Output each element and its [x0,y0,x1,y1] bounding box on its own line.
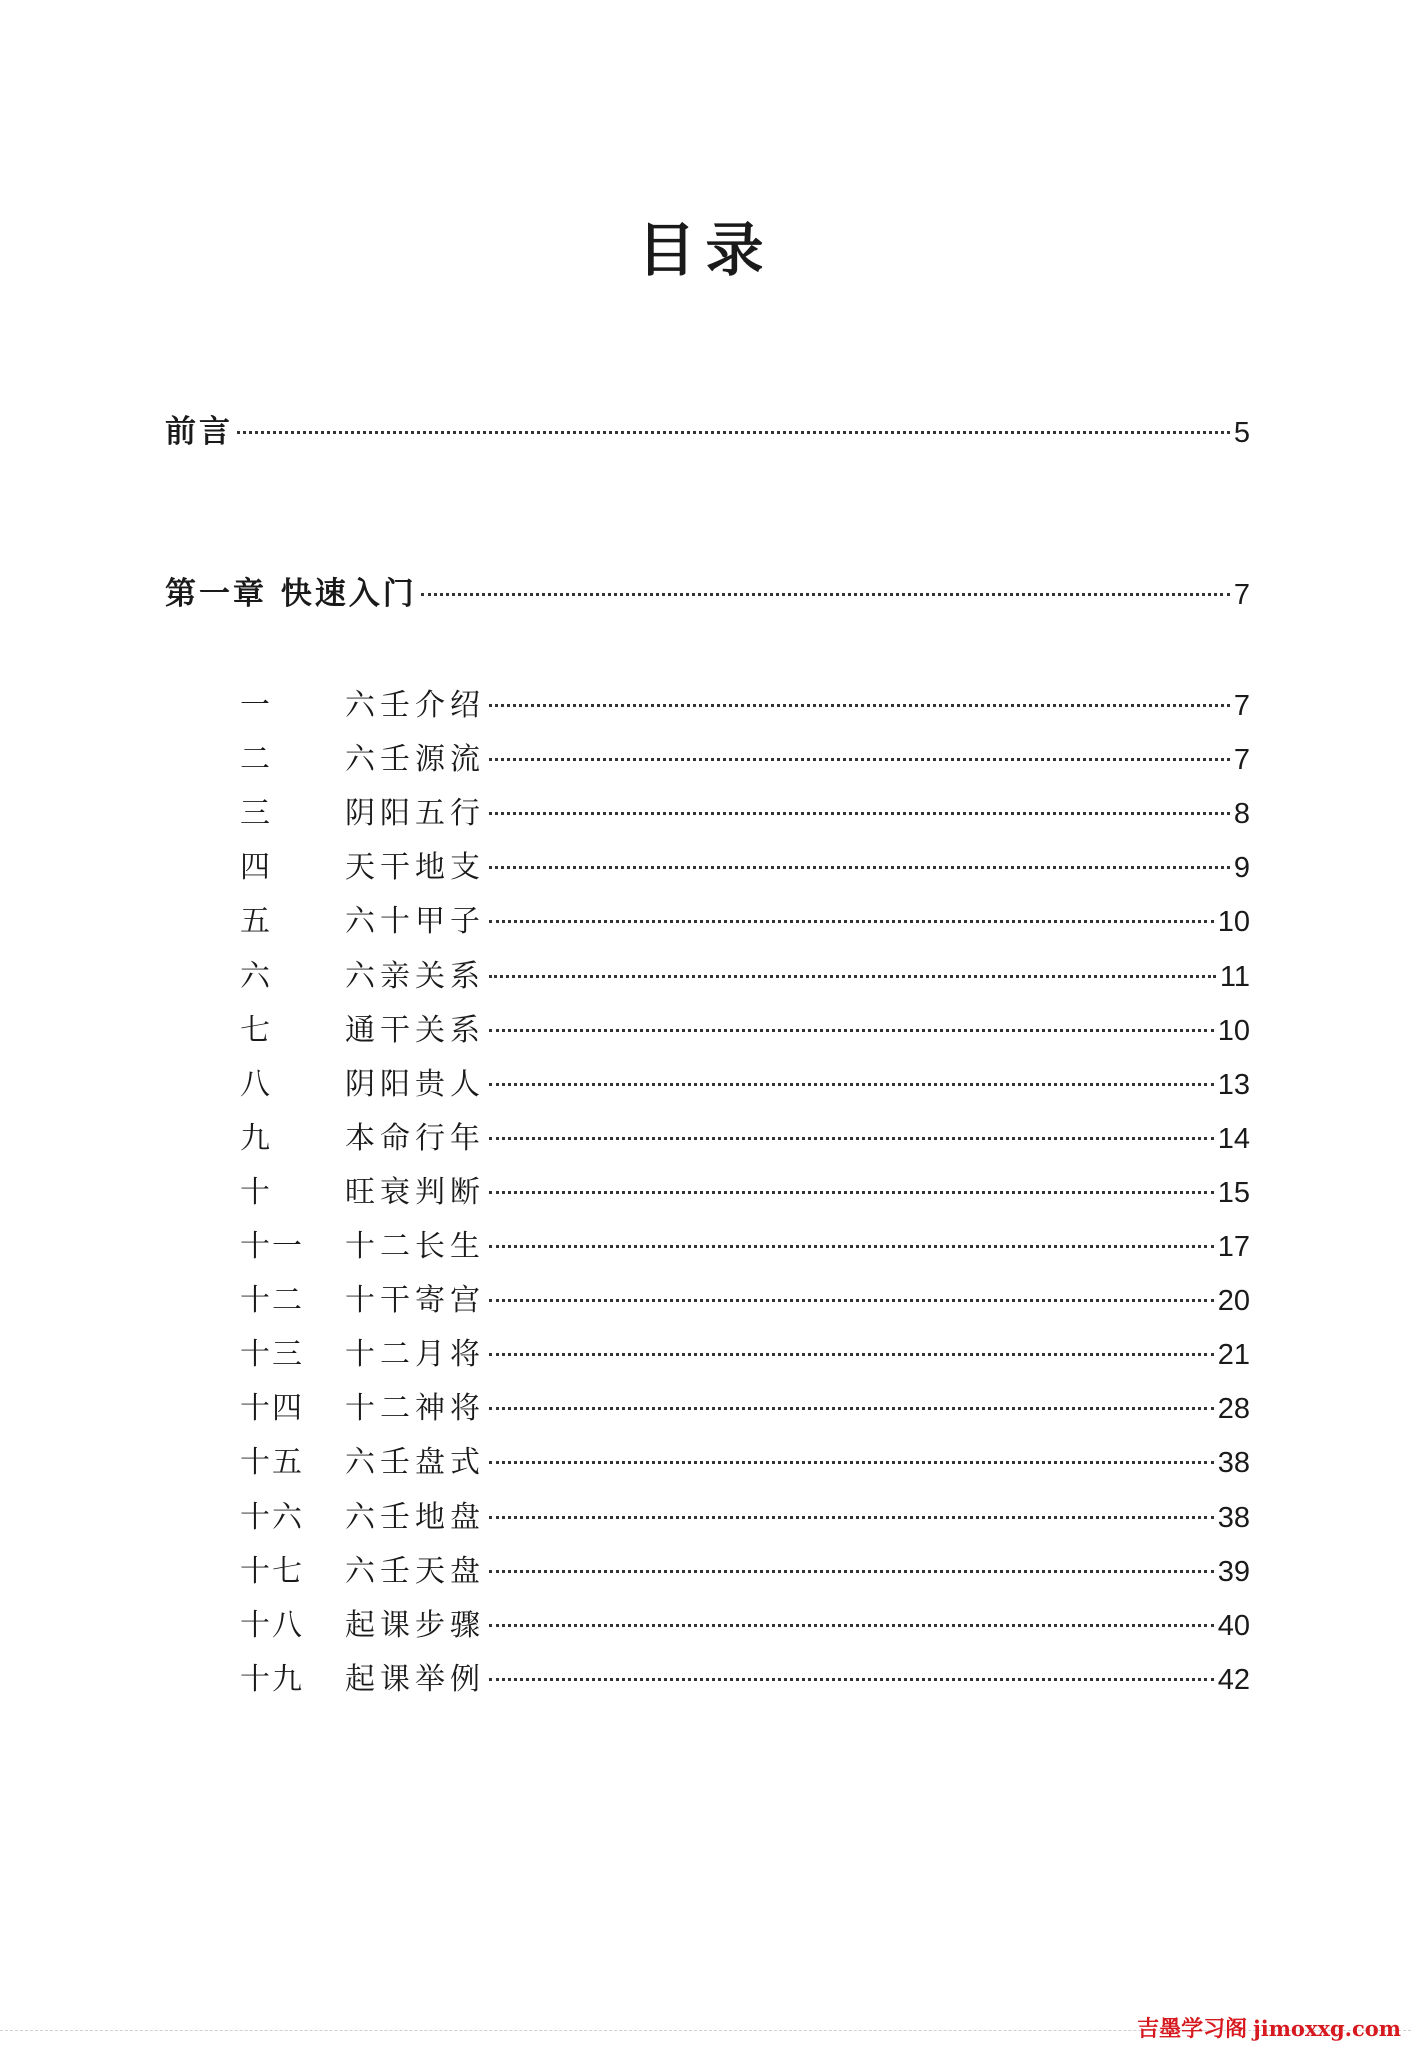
toc-entry-page: 20 [1217,1285,1250,1317]
toc-entry-number: 四 [240,850,272,885]
dot-leader [421,593,1230,596]
dot-leader [489,1083,1214,1086]
toc-entry-label: 阴阳五行 [345,796,485,831]
toc-entry-page: 7 [1233,690,1250,722]
dot-leader [489,1191,1214,1194]
dot-leader [489,975,1216,978]
toc-entry[interactable] [240,1443,1250,1483]
toc-entry-page: 28 [1217,1393,1250,1425]
toc-entry-label: 六壬源流 [345,742,485,777]
dot-leader [489,1353,1214,1356]
toc-entry-page: 11 [1219,961,1250,993]
toc-entry-page: 38 [1217,1447,1250,1479]
toc-entry-label: 六壬天盘 [345,1554,485,1589]
toc-entry-preface[interactable] [165,412,1250,452]
toc-entry-number: 十五 [240,1445,304,1480]
toc-entry[interactable] [240,1498,1250,1538]
dot-leader [489,1299,1214,1302]
toc-entry-page: 40 [1217,1610,1250,1642]
dot-leader [489,1624,1214,1627]
toc-entry[interactable] [240,1011,1250,1051]
toc-entry-number: 十九 [240,1662,304,1697]
toc-entry-number: 十一 [240,1229,304,1264]
watermark-url: jimoxxg.com [1253,2016,1401,2041]
toc-entry-number: 六 [240,959,272,994]
toc-entry-page: 10 [1217,906,1250,938]
toc-entry[interactable] [240,957,1250,997]
toc-entry-page: 14 [1217,1123,1250,1155]
toc-entry[interactable] [240,1389,1250,1429]
toc-entry-number: 十七 [240,1554,304,1589]
toc-entry-label: 六亲关系 [345,959,485,994]
dot-leader [489,1678,1214,1681]
dot-leader [489,866,1230,869]
toc-entry-number: 二 [240,742,272,777]
toc-entry-label: 通干关系 [345,1013,485,1048]
toc-entry-chapter-1[interactable] [165,574,1250,614]
toc-entry-page: 38 [1217,1502,1250,1534]
toc-entry-number: 十四 [240,1391,304,1426]
dot-leader [489,758,1230,761]
toc-entry-number: 三 [240,796,272,831]
dot-leader [489,1461,1214,1464]
toc-entry-number: 九 [240,1121,272,1156]
toc-entry-page: 13 [1217,1069,1250,1101]
toc-entry-label: 起课步骤 [345,1608,485,1643]
toc-entry[interactable] [240,794,1250,834]
watermark-name: 吉墨学习阁 [1137,2017,1248,2042]
dot-leader [489,1570,1214,1573]
dot-leader [489,1245,1214,1248]
toc-entry-label: 十干寄宫 [345,1283,485,1318]
toc-entry-number: 一 [240,688,272,723]
watermark [1137,2016,1401,2044]
toc-entry[interactable] [240,1173,1250,1213]
toc-entry[interactable] [240,1335,1250,1375]
toc-entry-number: 十三 [240,1337,304,1372]
toc-entry-page: 39 [1217,1556,1250,1588]
toc-entry-number: 五 [240,904,272,939]
toc-entry[interactable] [240,1660,1250,1700]
toc-entry-page: 15 [1217,1177,1250,1209]
toc-entry[interactable] [240,1227,1250,1267]
toc-entry-label: 起课举例 [345,1662,485,1697]
toc-entry-number: 七 [240,1013,272,1048]
toc-entry-label: 六壬盘式 [345,1445,485,1480]
dot-leader [489,704,1230,707]
toc-entry[interactable] [240,740,1250,780]
dot-leader [489,1029,1214,1032]
toc-entry-label: 阴阳贵人 [345,1067,485,1102]
toc-entry-page: 7 [1233,579,1250,611]
toc-entry-label: 十二长生 [345,1229,485,1264]
dot-leader [489,812,1230,815]
toc-entry-page: 17 [1217,1231,1250,1263]
toc-entry[interactable] [240,848,1250,888]
toc-entry-label: 前言 [165,414,233,450]
toc-entry-label: 六壬地盘 [345,1500,485,1535]
toc-entry[interactable] [240,1552,1250,1592]
toc-entry-page: 7 [1233,744,1250,776]
toc-entry-label: 六壬介绍 [345,688,485,723]
toc-entry-number: 十 [240,1175,272,1210]
toc-entry-label: 十二神将 [345,1391,485,1426]
toc-entry-label: 六十甲子 [345,904,485,939]
toc-entry-label: 本命行年 [345,1121,485,1156]
toc-entry-number: 十二 [240,1283,304,1318]
toc-entry[interactable] [240,1281,1250,1321]
page-title: 目录 [637,216,774,284]
toc-entry-number: 十八 [240,1608,304,1643]
toc-entry[interactable] [240,686,1250,726]
toc-entry-page: 8 [1233,798,1250,830]
dot-leader [489,1407,1214,1410]
toc-entry-label: 第一章 快速入门 [165,576,417,612]
toc-entry-page: 5 [1233,417,1250,449]
dot-leader [237,431,1230,434]
toc-entry-number: 十六 [240,1500,304,1535]
toc-entry-label: 十二月将 [345,1337,485,1372]
toc-entry[interactable] [240,1065,1250,1105]
toc-entry[interactable] [240,1606,1250,1646]
toc-entry-label: 天干地支 [345,850,485,885]
dot-leader [489,1516,1214,1519]
toc-entry[interactable] [240,1119,1250,1159]
toc-entry-page: 10 [1217,1015,1250,1047]
toc-entry[interactable] [240,902,1250,942]
toc-entry-page: 42 [1217,1664,1250,1696]
toc-entry-label: 旺衰判断 [345,1175,485,1210]
dot-leader [489,1137,1214,1140]
toc-entry-page: 21 [1217,1339,1250,1371]
toc-entry-number: 八 [240,1067,272,1102]
dot-leader [489,920,1214,923]
toc-entry-page: 9 [1233,852,1250,884]
